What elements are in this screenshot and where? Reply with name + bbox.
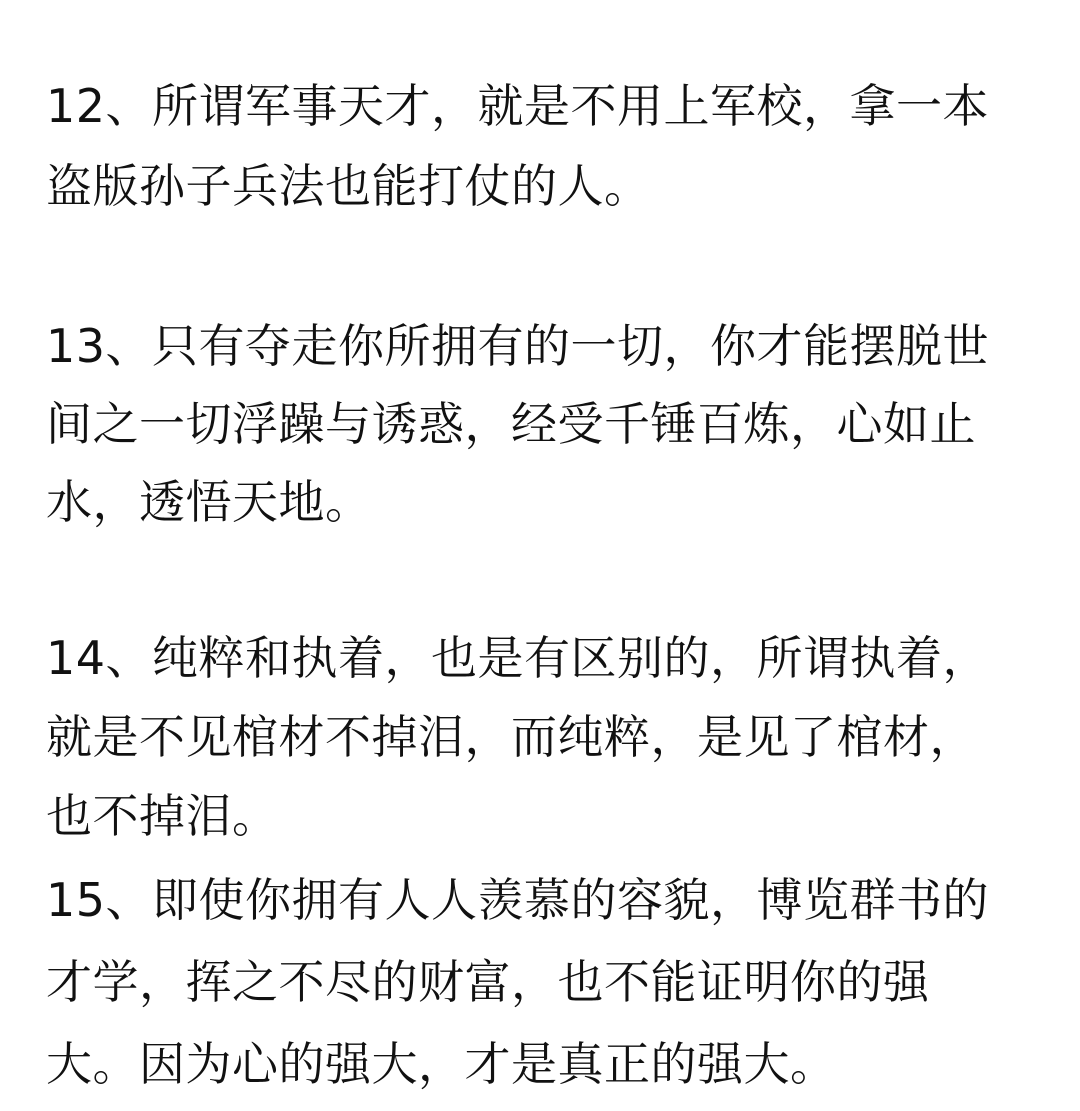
item-13-line-3: 水，透悟天地。 xyxy=(46,475,372,529)
item-14-line-2: 就是不见棺材不掉泪，而纯粹，是见了棺材， xyxy=(46,710,976,764)
item-12-line-2: 盗版孙子兵法也能打仗的人。 xyxy=(46,159,651,213)
item-13-line-2: 间之一切浮躁与诱惑，经受千锤百炼，心如止 xyxy=(46,397,976,451)
item-14-line-3: 也不掉泪。 xyxy=(46,789,279,843)
item-15-line-2: 才学，挥之不尽的财富，也不能证明你的强 xyxy=(46,955,930,1009)
item-15-line-3: 大。因为心的强大，才是真正的强大。 xyxy=(46,1037,837,1091)
item-14-line-1: 14、纯粹和执着，也是有区别的，所谓执着， xyxy=(46,631,990,685)
item-13-line-1: 13、只有夺走你所拥有的一切，你才能摆脱世 xyxy=(46,319,990,373)
item-15-line-1: 15、即使你拥有人人羡慕的容貌，博览群书的 xyxy=(46,873,990,927)
item-12-line-1: 12、所谓军事天才，就是不用上军校，拿一本 xyxy=(46,79,990,133)
